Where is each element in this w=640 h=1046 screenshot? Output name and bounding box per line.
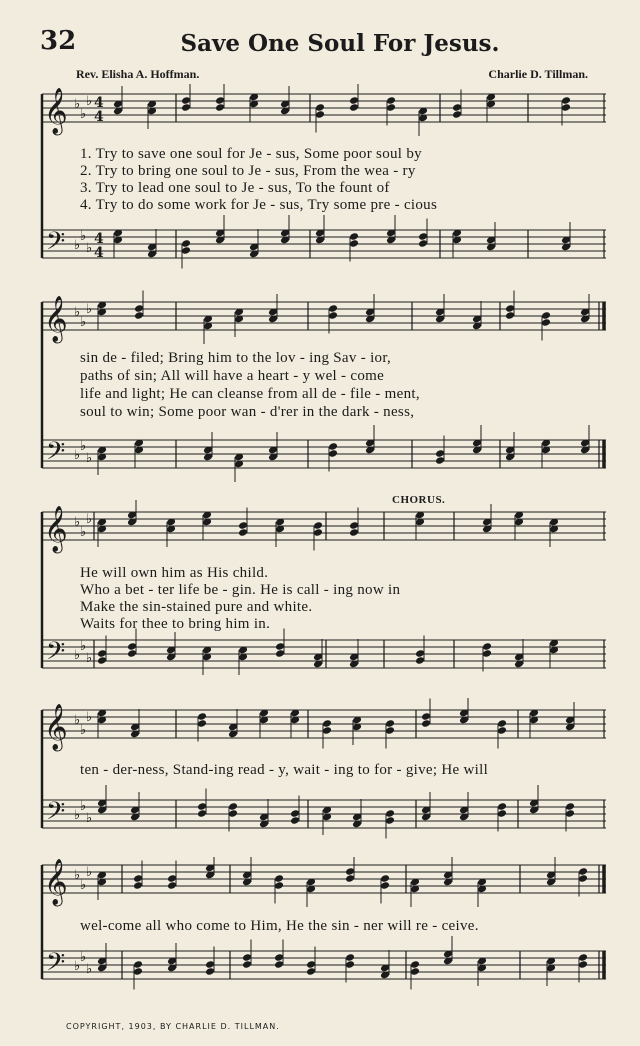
lyric-line: life and light; He can cleanse from all de - file - ment, xyxy=(80,386,420,402)
bass-clef-icon: 𝄢 xyxy=(46,948,66,983)
lyric-line: soul to win; Some poor wan - d'rer in the dark - ness, xyxy=(80,404,415,420)
bass-key-flat-icon: ♭ xyxy=(74,648,81,663)
music-system-4 xyxy=(36,698,608,848)
treble-key-flat-icon: ♭ xyxy=(86,512,93,527)
music-system-2 xyxy=(36,290,608,485)
treble-key-flat-icon: ♭ xyxy=(74,515,81,530)
treble-key-flat-icon: ♭ xyxy=(86,302,93,317)
music-system-3 xyxy=(36,494,608,685)
bass-key-flat-icon: ♭ xyxy=(80,439,87,454)
treble-key-flat-icon: ♭ xyxy=(80,723,87,738)
lyricist-credit: Rev. Elisha A. Hoffman. xyxy=(76,67,200,81)
music-system-5 xyxy=(36,857,608,1012)
bass-time-signature-bottom: 4 xyxy=(94,245,104,261)
treble-key-flat-icon: ♭ xyxy=(86,865,93,880)
treble-key-flat-icon: ♭ xyxy=(74,97,81,112)
treble-key-flat-icon: ♭ xyxy=(86,94,93,109)
bass-key-flat-icon: ♭ xyxy=(86,811,93,826)
treble-key-flat-icon: ♭ xyxy=(80,315,87,330)
lyric-line: ten - der-ness, Stand-ing read - y, wait - ing to for - give; He will xyxy=(80,762,489,778)
treble-clef-icon: 𝄞 xyxy=(44,859,68,905)
bass-key-flat-icon: ♭ xyxy=(80,229,87,244)
bass-key-flat-icon: ♭ xyxy=(86,241,93,256)
treble-time-signature-bottom: 4 xyxy=(94,109,104,125)
bass-key-flat-icon: ♭ xyxy=(74,959,81,974)
lyric-line: Who a bet - ter life be - gin. He is call - ing now in xyxy=(80,582,401,598)
lyric-line: 1. Try to save one soul for Je - sus, Some poor soul by xyxy=(80,146,422,162)
bass-key-flat-icon: ♭ xyxy=(86,962,93,977)
lyric-line: 3. Try to lead one soul to Je - sus, To the fount of xyxy=(80,180,390,196)
composer-credit: Charlie D. Tillman. xyxy=(488,67,588,81)
bass-clef-icon: 𝄢 xyxy=(46,797,66,832)
treble-staff xyxy=(42,302,606,330)
bass-time-signature-top: 4 xyxy=(94,231,104,247)
bass-key-flat-icon: ♭ xyxy=(80,799,87,814)
music-system-1 xyxy=(36,84,608,269)
bass-key-flat-icon: ♭ xyxy=(74,808,81,823)
treble-key-flat-icon: ♭ xyxy=(74,868,81,883)
copyright-notice: COPYRIGHT, 1903, BY CHARLIE D. TILLMAN. xyxy=(66,1022,280,1031)
treble-key-flat-icon: ♭ xyxy=(80,107,87,122)
treble-key-flat-icon: ♭ xyxy=(86,710,93,725)
hymn-title: Save One Soul For Jesus. xyxy=(180,30,500,57)
lyric-line: 4. Try to do some work for Je - sus, Try some pre - cious xyxy=(80,197,438,213)
bass-key-flat-icon: ♭ xyxy=(80,639,87,654)
treble-key-flat-icon: ♭ xyxy=(80,525,87,540)
lyric-line: 2. Try to bring one soul to Je - sus, From the wea - ry xyxy=(80,163,416,179)
bass-staff xyxy=(42,800,606,828)
treble-clef-icon: 𝄞 xyxy=(44,296,68,342)
bass-clef-icon: 𝄢 xyxy=(46,637,66,672)
treble-clef-icon: 𝄞 xyxy=(44,88,68,134)
treble-clef-icon: 𝄞 xyxy=(44,704,68,750)
bass-staff xyxy=(42,951,606,979)
treble-staff xyxy=(42,94,606,122)
bass-key-flat-icon: ♭ xyxy=(74,238,81,253)
lyric-line: He will own him as His child. xyxy=(80,565,269,581)
treble-key-flat-icon: ♭ xyxy=(80,878,87,893)
lyric-line: Make the sin-stained pure and white. xyxy=(80,599,313,615)
lyric-line: wel-come all who come to Him, He the sin - ner will re - ceive. xyxy=(80,918,479,934)
hymn-number: 32 xyxy=(40,26,77,56)
bass-clef-icon: 𝄢 xyxy=(46,227,66,262)
bass-key-flat-icon: ♭ xyxy=(86,451,93,466)
treble-key-flat-icon: ♭ xyxy=(74,713,81,728)
bass-key-flat-icon: ♭ xyxy=(86,651,93,666)
treble-time-signature-top: 4 xyxy=(94,95,104,111)
lyric-line: Waits for thee to bring him in. xyxy=(80,616,271,632)
bass-clef-icon: 𝄢 xyxy=(46,437,66,472)
bass-staff xyxy=(42,440,606,468)
bass-key-flat-icon: ♭ xyxy=(80,950,87,965)
treble-key-flat-icon: ♭ xyxy=(74,305,81,320)
bass-key-flat-icon: ♭ xyxy=(74,448,81,463)
lyric-line: sin de - filed; Bring him to the lov - ing Sav - ior, xyxy=(80,350,392,366)
chorus-label: CHORUS. xyxy=(392,494,446,506)
treble-staff xyxy=(42,865,606,893)
treble-clef-icon: 𝄞 xyxy=(44,506,68,552)
lyric-line: paths of sin; All will have a heart - y wel - come xyxy=(80,368,385,384)
